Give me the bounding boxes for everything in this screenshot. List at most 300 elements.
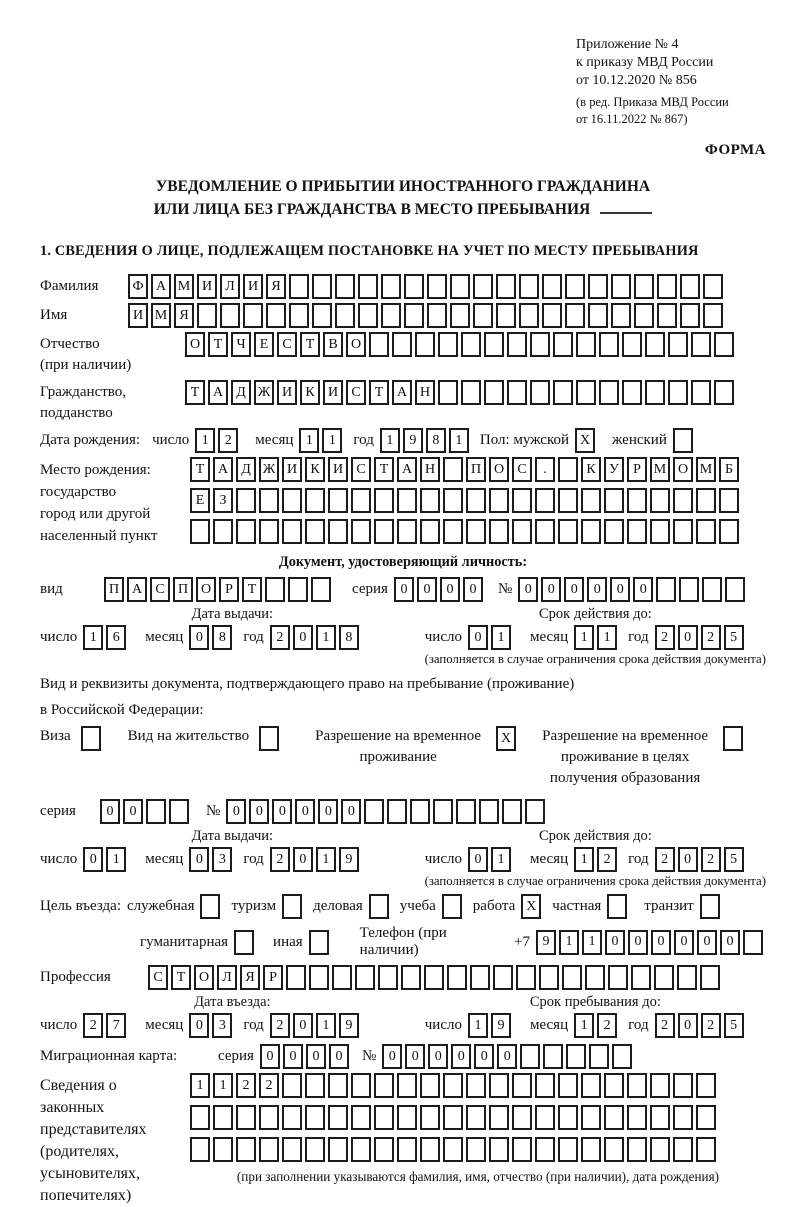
purpose-official-checkbox (200, 894, 223, 919)
purpose-option-label: туризм (231, 898, 277, 914)
form-cell: Т (185, 380, 205, 405)
form-cell (627, 1137, 647, 1162)
form-cell: 8 (426, 428, 446, 453)
form-title (40, 175, 766, 221)
title-line2-wrap (40, 198, 766, 221)
form-cell (723, 726, 743, 751)
form-cell: Я (240, 965, 260, 990)
appendix-line: Приложение № 4 (576, 37, 679, 52)
birthplace-label-line: государство (40, 484, 117, 500)
form-cell: С (277, 332, 297, 357)
form-cell (634, 274, 654, 299)
form-cell: 2 (701, 625, 721, 650)
form-cell (507, 380, 527, 405)
form-cell (420, 519, 440, 544)
form-cell (657, 303, 677, 328)
form-cell (190, 1137, 210, 1162)
form-cell (438, 332, 458, 357)
form-cell: 2 (218, 428, 238, 453)
form-cell: М (151, 303, 171, 328)
form-cell (507, 332, 527, 357)
form-cell: 1 (380, 428, 400, 453)
form-cell: 0 (463, 577, 483, 602)
purpose-option-label: работа (472, 898, 516, 914)
form-cell: 9 (339, 1013, 359, 1038)
form-cell (489, 1073, 509, 1098)
form-cell: 0 (651, 930, 671, 955)
form-cell: Р (263, 965, 283, 990)
form-cell (535, 1137, 555, 1162)
birth-year-label: год (353, 432, 374, 448)
representatives-cells-row3 (190, 1137, 766, 1162)
form-cell (146, 799, 166, 824)
day-label: число (40, 1017, 78, 1033)
form-cell (234, 930, 254, 955)
form-cell: О (346, 332, 366, 357)
form-cell: 2 (655, 1013, 675, 1038)
form-cell: З (213, 488, 233, 513)
form-cell (381, 303, 401, 328)
form-cell (305, 1105, 325, 1130)
form-cell: 1 (491, 625, 511, 650)
profession-label: Профессия (40, 969, 111, 985)
form-cell (627, 488, 647, 513)
stay-month-cells (574, 1013, 620, 1038)
form-cell (443, 1137, 463, 1162)
form-cell: К (300, 380, 320, 405)
form-cell (427, 303, 447, 328)
form-cell (650, 519, 670, 544)
form-cell (631, 965, 651, 990)
form-cell (282, 894, 302, 919)
representatives-label-line: (родителях, (40, 1143, 120, 1160)
stay-day-cells (468, 1013, 514, 1038)
residence-expiry-date (425, 847, 766, 872)
residence-expiry-note: (заполняется в случае ограничения срока действия документа) (424, 874, 766, 888)
form-cell (677, 965, 697, 990)
sex-female-label: женский (612, 432, 667, 448)
representatives-label-line: представителях (40, 1121, 147, 1138)
form-cell (169, 799, 189, 824)
form-cell: X (521, 894, 541, 919)
month-label: месяц (529, 1017, 569, 1033)
form-cell (335, 274, 355, 299)
form-cell (473, 303, 493, 328)
form-cell (696, 519, 716, 544)
form-cell (484, 380, 504, 405)
entry-dates-headings (40, 994, 766, 1011)
form-cell (374, 519, 394, 544)
form-cell: 1 (316, 847, 336, 872)
form-cell: 5 (724, 847, 744, 872)
form-cell (622, 380, 642, 405)
form-cell (328, 488, 348, 513)
identity-expiry-heading: Срок действия до: (539, 606, 652, 622)
form-cell (443, 1073, 463, 1098)
form-cell (305, 1137, 325, 1162)
form-cell (645, 380, 665, 405)
form-cell (420, 1105, 440, 1130)
form-cell (466, 1105, 486, 1130)
form-cell (565, 303, 585, 328)
residence-options-row (40, 726, 766, 789)
doc-kind-label: вид (40, 581, 63, 597)
form-cell (479, 799, 499, 824)
form-cell: Д (236, 457, 256, 482)
form-cell (607, 894, 627, 919)
form-cell: 0 (678, 847, 698, 872)
form-cell (645, 332, 665, 357)
patronymic-cells (185, 332, 737, 357)
form-cell (466, 1137, 486, 1162)
form-cell (599, 332, 619, 357)
form-cell: 3 (212, 1013, 232, 1038)
form-cell (433, 799, 453, 824)
form-cell (680, 274, 700, 299)
form-cell (588, 303, 608, 328)
form-cell: А (127, 577, 147, 602)
form-cell (702, 577, 722, 602)
form-cell: 0 (610, 577, 630, 602)
form-cell: 0 (440, 577, 460, 602)
form-cell (351, 1137, 371, 1162)
form-cell: Я (266, 274, 286, 299)
profession-cells (148, 965, 723, 990)
form-cell: Т (369, 380, 389, 405)
form-cell (374, 1105, 394, 1130)
form-cell (539, 965, 559, 990)
purpose-option-label: иная (273, 933, 303, 950)
form-cell (282, 519, 302, 544)
form-cell: 1 (574, 1013, 594, 1038)
form-cell: 0 (474, 1044, 494, 1069)
stay-year-cells (655, 1013, 747, 1038)
form-cell (443, 519, 463, 544)
appendix-line: от 10.12.2020 № 856 (576, 73, 697, 88)
form-cell (364, 799, 384, 824)
form-cell (312, 303, 332, 328)
form-cell: О (673, 457, 693, 482)
form-cell (612, 1044, 632, 1069)
form-cell: Т (190, 457, 210, 482)
form-cell (397, 519, 417, 544)
form-cell (473, 274, 493, 299)
migration-number-cells (382, 1044, 635, 1069)
month-label: месяц (145, 1017, 184, 1033)
doc-series-cells (394, 577, 486, 602)
sex-female-checkbox (673, 428, 696, 453)
form-cell: 0 (226, 799, 246, 824)
form-cell: 0 (189, 625, 209, 650)
form-cell (604, 1073, 624, 1098)
form-cell: 1 (322, 428, 342, 453)
form-cell (328, 519, 348, 544)
form-cell (542, 274, 562, 299)
birthplace-cells-row1 (190, 457, 742, 482)
form-cell (378, 965, 398, 990)
form-cell (288, 577, 308, 602)
form-cell (566, 1044, 586, 1069)
form-cell (535, 519, 555, 544)
firstname-label: Имя (40, 307, 68, 323)
form-cell: М (174, 274, 194, 299)
form-cell (604, 488, 624, 513)
residence-issue-heading: Дата выдачи: (191, 828, 274, 844)
form-cell: 1 (559, 930, 579, 955)
expiry-day-cells (468, 847, 514, 872)
form-cell: С (148, 965, 168, 990)
form-cell: 0 (468, 847, 488, 872)
stay-until-date (425, 1013, 766, 1038)
birth-year-cells (380, 428, 472, 453)
form-cell: 2 (270, 625, 290, 650)
issue-day-cells (83, 847, 129, 872)
form-cell: 1 (299, 428, 319, 453)
form-cell (530, 332, 550, 357)
form-cell (654, 965, 674, 990)
appendix-block (576, 36, 766, 128)
day-label: число (424, 629, 462, 645)
form-cell (650, 1073, 670, 1098)
identity-issue-heading: Дата выдачи: (191, 606, 274, 622)
form-cell (282, 1105, 302, 1130)
form-cell (335, 303, 355, 328)
form-cell: 0 (428, 1044, 448, 1069)
form-cell (213, 519, 233, 544)
form-cell (397, 488, 417, 513)
year-label: год (628, 1017, 649, 1033)
form-cell (489, 1105, 509, 1130)
form-cell: 0 (497, 1044, 517, 1069)
birthplace-label-line: Место рождения: (40, 462, 151, 478)
purpose-option-label: транзит (644, 898, 694, 914)
form-cell (589, 1044, 609, 1069)
year-label: год (243, 851, 264, 867)
visa-checkbox (81, 726, 104, 751)
form-cell: О (194, 965, 214, 990)
citizenship-label-line1: Гражданство, (40, 384, 127, 400)
form-cell (282, 488, 302, 513)
form-cell (696, 1105, 716, 1130)
form-cell (404, 303, 424, 328)
surname-cells (128, 274, 726, 299)
purpose-work-checkbox (521, 894, 544, 919)
form-cell: 0 (189, 1013, 209, 1038)
form-cell (438, 380, 458, 405)
form-cell (351, 1073, 371, 1098)
month-label: месяц (145, 629, 184, 645)
form-cell: Н (420, 457, 440, 482)
form-cell: Т (242, 577, 262, 602)
form-cell (627, 519, 647, 544)
form-cell: 2 (270, 847, 290, 872)
form-cell: 0 (628, 930, 648, 955)
form-cell (519, 303, 539, 328)
form-cell (466, 519, 486, 544)
form-cell (369, 332, 389, 357)
form-cell (608, 965, 628, 990)
entry-dates-row (40, 1013, 766, 1038)
form-cell (397, 1073, 417, 1098)
form-cell: С (351, 457, 371, 482)
form-cell (650, 1105, 670, 1130)
form-cell: 0 (633, 577, 653, 602)
purpose-private-checkbox (607, 894, 630, 919)
form-cell (282, 1137, 302, 1162)
form-cell (328, 1137, 348, 1162)
form-cell (305, 1073, 325, 1098)
blank-underline (600, 199, 652, 214)
expiry-month-cells (574, 625, 620, 650)
form-cell: 1 (491, 847, 511, 872)
form-cell (562, 965, 582, 990)
form-cell: . (535, 457, 555, 482)
revision-line: от 16.11.2022 № 867) (576, 112, 688, 126)
form-cell (236, 488, 256, 513)
purpose-study-checkbox (442, 894, 465, 919)
citizenship-row (40, 380, 766, 424)
form-cell (259, 519, 279, 544)
issue-month-cells (189, 625, 235, 650)
doc-series-label: серия (352, 581, 388, 597)
form-cell: И (197, 274, 217, 299)
birth-day-cells (195, 428, 241, 453)
form-cell (259, 1137, 279, 1162)
birthplace-rows (190, 457, 742, 550)
purpose-option-label: деловая (313, 898, 363, 914)
form-cell (622, 332, 642, 357)
representatives-note: (при заполнении указываются фамилия, имя, отчество (при наличии), дата рождения) (236, 1169, 720, 1184)
form-cell (535, 1073, 555, 1098)
form-cell (190, 519, 210, 544)
form-cell (443, 457, 463, 482)
form-cell: О (196, 577, 216, 602)
form-cell: Я (174, 303, 194, 328)
form-cell (259, 726, 279, 751)
firstname-cells (128, 303, 726, 328)
form-cell: Р (627, 457, 647, 482)
form-cell: 0 (249, 799, 269, 824)
form-cell: 7 (106, 1013, 126, 1038)
form-cell (81, 726, 101, 751)
form-cell: 0 (417, 577, 437, 602)
form-cell (401, 965, 421, 990)
form-cell (553, 332, 573, 357)
entry-year-cells (270, 1013, 362, 1038)
form-cell (588, 274, 608, 299)
form-cell: С (150, 577, 170, 602)
form-cell: И (282, 457, 302, 482)
form-cell (466, 488, 486, 513)
form-cell: 1 (468, 1013, 488, 1038)
purpose-tourism-checkbox (282, 894, 305, 919)
form-cell (691, 332, 711, 357)
form-cell: 2 (597, 847, 617, 872)
form-cell: Л (217, 965, 237, 990)
form-cell (351, 1105, 371, 1130)
form-cell (634, 303, 654, 328)
form-cell (581, 1073, 601, 1098)
form-cell: И (243, 274, 263, 299)
form-cell: 2 (597, 1013, 617, 1038)
month-label: месяц (145, 851, 184, 867)
form-cell (650, 1137, 670, 1162)
form-cell (581, 1137, 601, 1162)
form-cell (604, 1137, 624, 1162)
form-cell: 3 (212, 847, 232, 872)
residence-issue-date (40, 847, 425, 872)
representatives-label-line: Сведения о (40, 1077, 117, 1094)
day-label: число (40, 629, 78, 645)
patronymic-label (40, 332, 185, 376)
purpose-option-label: частная (552, 898, 602, 914)
form-cell (743, 930, 763, 955)
birthplace-block (40, 457, 766, 550)
form-cell (558, 488, 578, 513)
year-label: год (628, 851, 649, 867)
form-cell (404, 274, 424, 299)
form-cell: 2 (236, 1073, 256, 1098)
form-cell: П (173, 577, 193, 602)
form-cell (558, 519, 578, 544)
form-cell: 0 (260, 1044, 280, 1069)
option-temp-residence (310, 726, 519, 768)
birthplace-cells-row2 (190, 488, 742, 513)
form-cell (397, 1105, 417, 1130)
residence-expiry-heading: Срок действия до: (539, 828, 652, 844)
form-cell (415, 332, 435, 357)
entry-month-cells (189, 1013, 235, 1038)
form-cell (450, 303, 470, 328)
residence-series-cells (100, 799, 192, 824)
birthdate-row (40, 428, 766, 453)
surname-label: Фамилия (40, 278, 99, 294)
form-cell (424, 965, 444, 990)
form-cell (696, 488, 716, 513)
form-cell: 0 (678, 1013, 698, 1038)
form-cell (305, 488, 325, 513)
form-cell (410, 799, 430, 824)
patronymic-label-line2: (при наличии) (40, 357, 132, 373)
expiry-month-cells (574, 847, 620, 872)
form-cell: 0 (394, 577, 414, 602)
form-cell (461, 380, 481, 405)
form-cell (355, 965, 375, 990)
form-cell (691, 380, 711, 405)
form-cell: 9 (536, 930, 556, 955)
form-cell: 0 (382, 1044, 402, 1069)
form-cell (627, 1073, 647, 1098)
form-cell: 1 (195, 428, 215, 453)
issue-year-cells (270, 625, 362, 650)
form-cell: Ж (259, 457, 279, 482)
form-cell: 1 (316, 625, 336, 650)
form-cell: А (151, 274, 171, 299)
form-cell: А (208, 380, 228, 405)
form-cell (489, 519, 509, 544)
form-cell: А (397, 457, 417, 482)
patronymic-label-line1: Отчество (40, 336, 100, 352)
form-cell (466, 1073, 486, 1098)
appendix-line: к приказу МВД России (576, 55, 714, 70)
representatives-label-line: попечителях) (40, 1187, 132, 1204)
form-cell: 0 (678, 625, 698, 650)
migration-series-label: серия (218, 1048, 254, 1064)
form-cell: X (575, 428, 595, 453)
purpose-option-label: учеба (399, 898, 436, 914)
form-cell: 0 (329, 1044, 349, 1069)
residence-number-cells (226, 799, 548, 824)
